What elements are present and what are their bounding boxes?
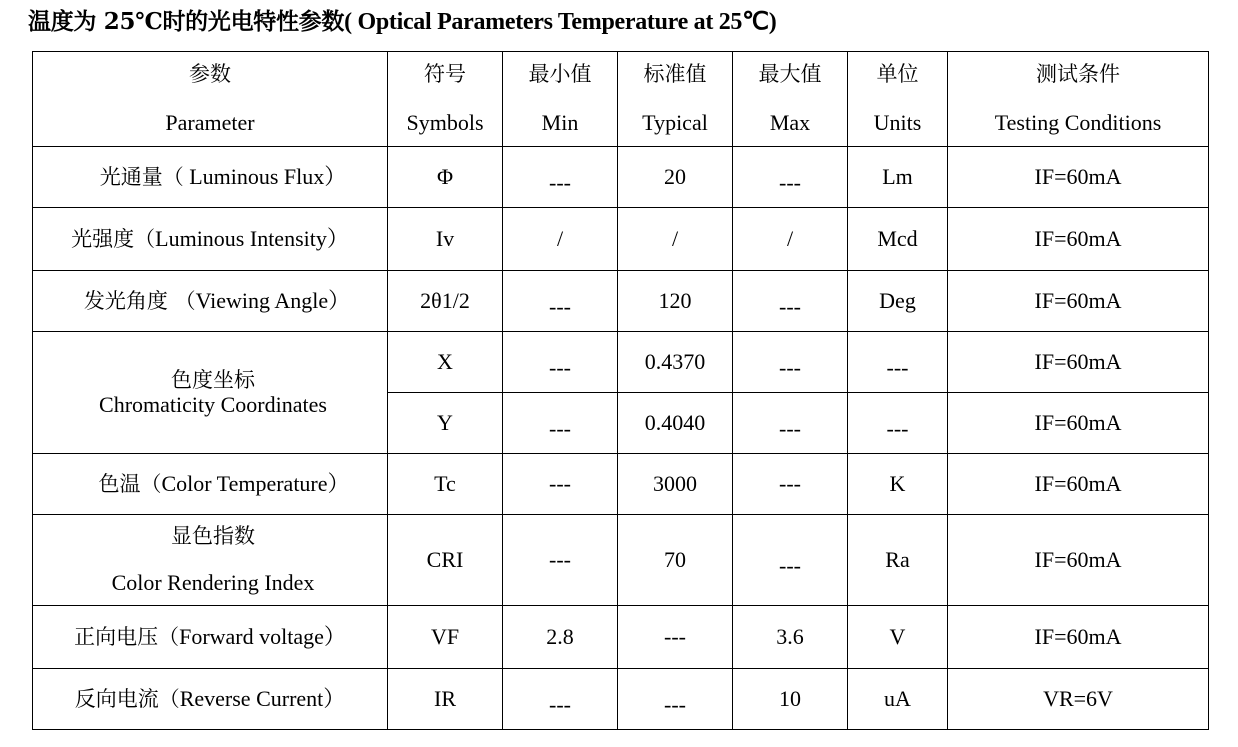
typical-cell: 3000 xyxy=(618,454,733,515)
table-row xyxy=(33,147,1209,208)
max-cell: 10 xyxy=(733,669,848,730)
min-cell: --- xyxy=(503,332,618,393)
title-zh: 温度为 25℃时的光电特性参数 xyxy=(28,8,345,35)
table-row xyxy=(33,454,1209,515)
condition-cell: IF=60mA xyxy=(948,393,1209,454)
max-cell: --- xyxy=(733,393,848,454)
header-min: 最小值 Min xyxy=(503,52,618,147)
symbol-cell: VF xyxy=(388,606,503,669)
unit-cell: K xyxy=(848,454,948,515)
table-row xyxy=(33,271,1209,332)
page-title xyxy=(28,3,776,36)
max-cell: --- xyxy=(733,515,848,606)
symbol-cell: Tc xyxy=(388,454,503,515)
symbol-cell: Y xyxy=(388,393,503,454)
unit-cell: Mcd xyxy=(848,208,948,271)
typical-cell: 0.4040 xyxy=(618,393,733,454)
typical-cell: 0.4370 xyxy=(618,332,733,393)
optical-parameters-table xyxy=(32,51,1209,730)
typical-cell: 70 xyxy=(618,515,733,606)
condition-cell: IF=60mA xyxy=(948,147,1209,208)
param-color-temperature: 色温（Color Temperature） xyxy=(33,454,388,515)
condition-cell: IF=60mA xyxy=(948,515,1209,606)
unit-cell: --- xyxy=(848,393,948,454)
symbol-cell: Φ xyxy=(388,147,503,208)
header-typical: 标准值 Typical xyxy=(618,52,733,147)
min-cell: --- xyxy=(503,271,618,332)
min-cell: --- xyxy=(503,515,618,606)
param-luminous-intensity: 光强度（Luminous Intensity） xyxy=(33,208,388,271)
condition-cell: IF=60mA xyxy=(948,606,1209,669)
table-row xyxy=(33,208,1209,271)
max-cell: --- xyxy=(733,454,848,515)
condition-cell: VR=6V xyxy=(948,669,1209,730)
condition-cell: IF=60mA xyxy=(948,271,1209,332)
table-row xyxy=(33,669,1209,730)
unit-cell: V xyxy=(848,606,948,669)
min-cell: --- xyxy=(503,669,618,730)
min-cell: --- xyxy=(503,454,618,515)
param-chromaticity-coordinates: 色度坐标 Chromaticity Coordinates xyxy=(33,332,388,454)
header-row xyxy=(33,52,1209,147)
symbol-cell: CRI xyxy=(388,515,503,606)
unit-cell: Lm xyxy=(848,147,948,208)
typical-cell: --- xyxy=(618,669,733,730)
max-cell: --- xyxy=(733,147,848,208)
header-max: 最大值 Max xyxy=(733,52,848,147)
title-en: ( Optical Parameters Temperature at 25℃) xyxy=(344,9,777,35)
unit-cell: Deg xyxy=(848,271,948,332)
typical-cell: --- xyxy=(618,606,733,669)
max-cell: / xyxy=(733,208,848,271)
min-cell: --- xyxy=(503,393,618,454)
max-cell: --- xyxy=(733,271,848,332)
typical-cell: 120 xyxy=(618,271,733,332)
condition-cell: IF=60mA xyxy=(948,332,1209,393)
unit-cell: uA xyxy=(848,669,948,730)
param-forward-voltage: 正向电压（Forward voltage） xyxy=(33,606,388,669)
condition-cell: IF=60mA xyxy=(948,208,1209,271)
table-row xyxy=(33,606,1209,669)
symbol-cell: X xyxy=(388,332,503,393)
symbol-cell: 2θ1/2 xyxy=(388,271,503,332)
symbol-cell: Iv xyxy=(388,208,503,271)
min-cell: 2.8 xyxy=(503,606,618,669)
param-color-rendering-index: 显色指数 Color Rendering Index xyxy=(33,515,388,606)
header-testing-conditions: 测试条件 Testing Conditions xyxy=(948,52,1209,147)
header-parameter: 参数 Parameter xyxy=(33,52,388,147)
unit-cell: --- xyxy=(848,332,948,393)
table-row xyxy=(33,515,1209,606)
header-units: 单位 Units xyxy=(848,52,948,147)
table-row xyxy=(33,332,1209,393)
typical-cell: 20 xyxy=(618,147,733,208)
header-symbols: 符号 Symbols xyxy=(388,52,503,147)
max-cell: --- xyxy=(733,332,848,393)
param-reverse-current: 反向电流（Reverse Current） xyxy=(33,669,388,730)
min-cell: / xyxy=(503,208,618,271)
max-cell: 3.6 xyxy=(733,606,848,669)
typical-cell: / xyxy=(618,208,733,271)
unit-cell: Ra xyxy=(848,515,948,606)
symbol-cell: IR xyxy=(388,669,503,730)
min-cell: --- xyxy=(503,147,618,208)
param-viewing-angle: 发光角度 （Viewing Angle） xyxy=(33,271,388,332)
param-luminous-flux: 光通量（ Luminous Flux） xyxy=(33,147,388,208)
condition-cell: IF=60mA xyxy=(948,454,1209,515)
